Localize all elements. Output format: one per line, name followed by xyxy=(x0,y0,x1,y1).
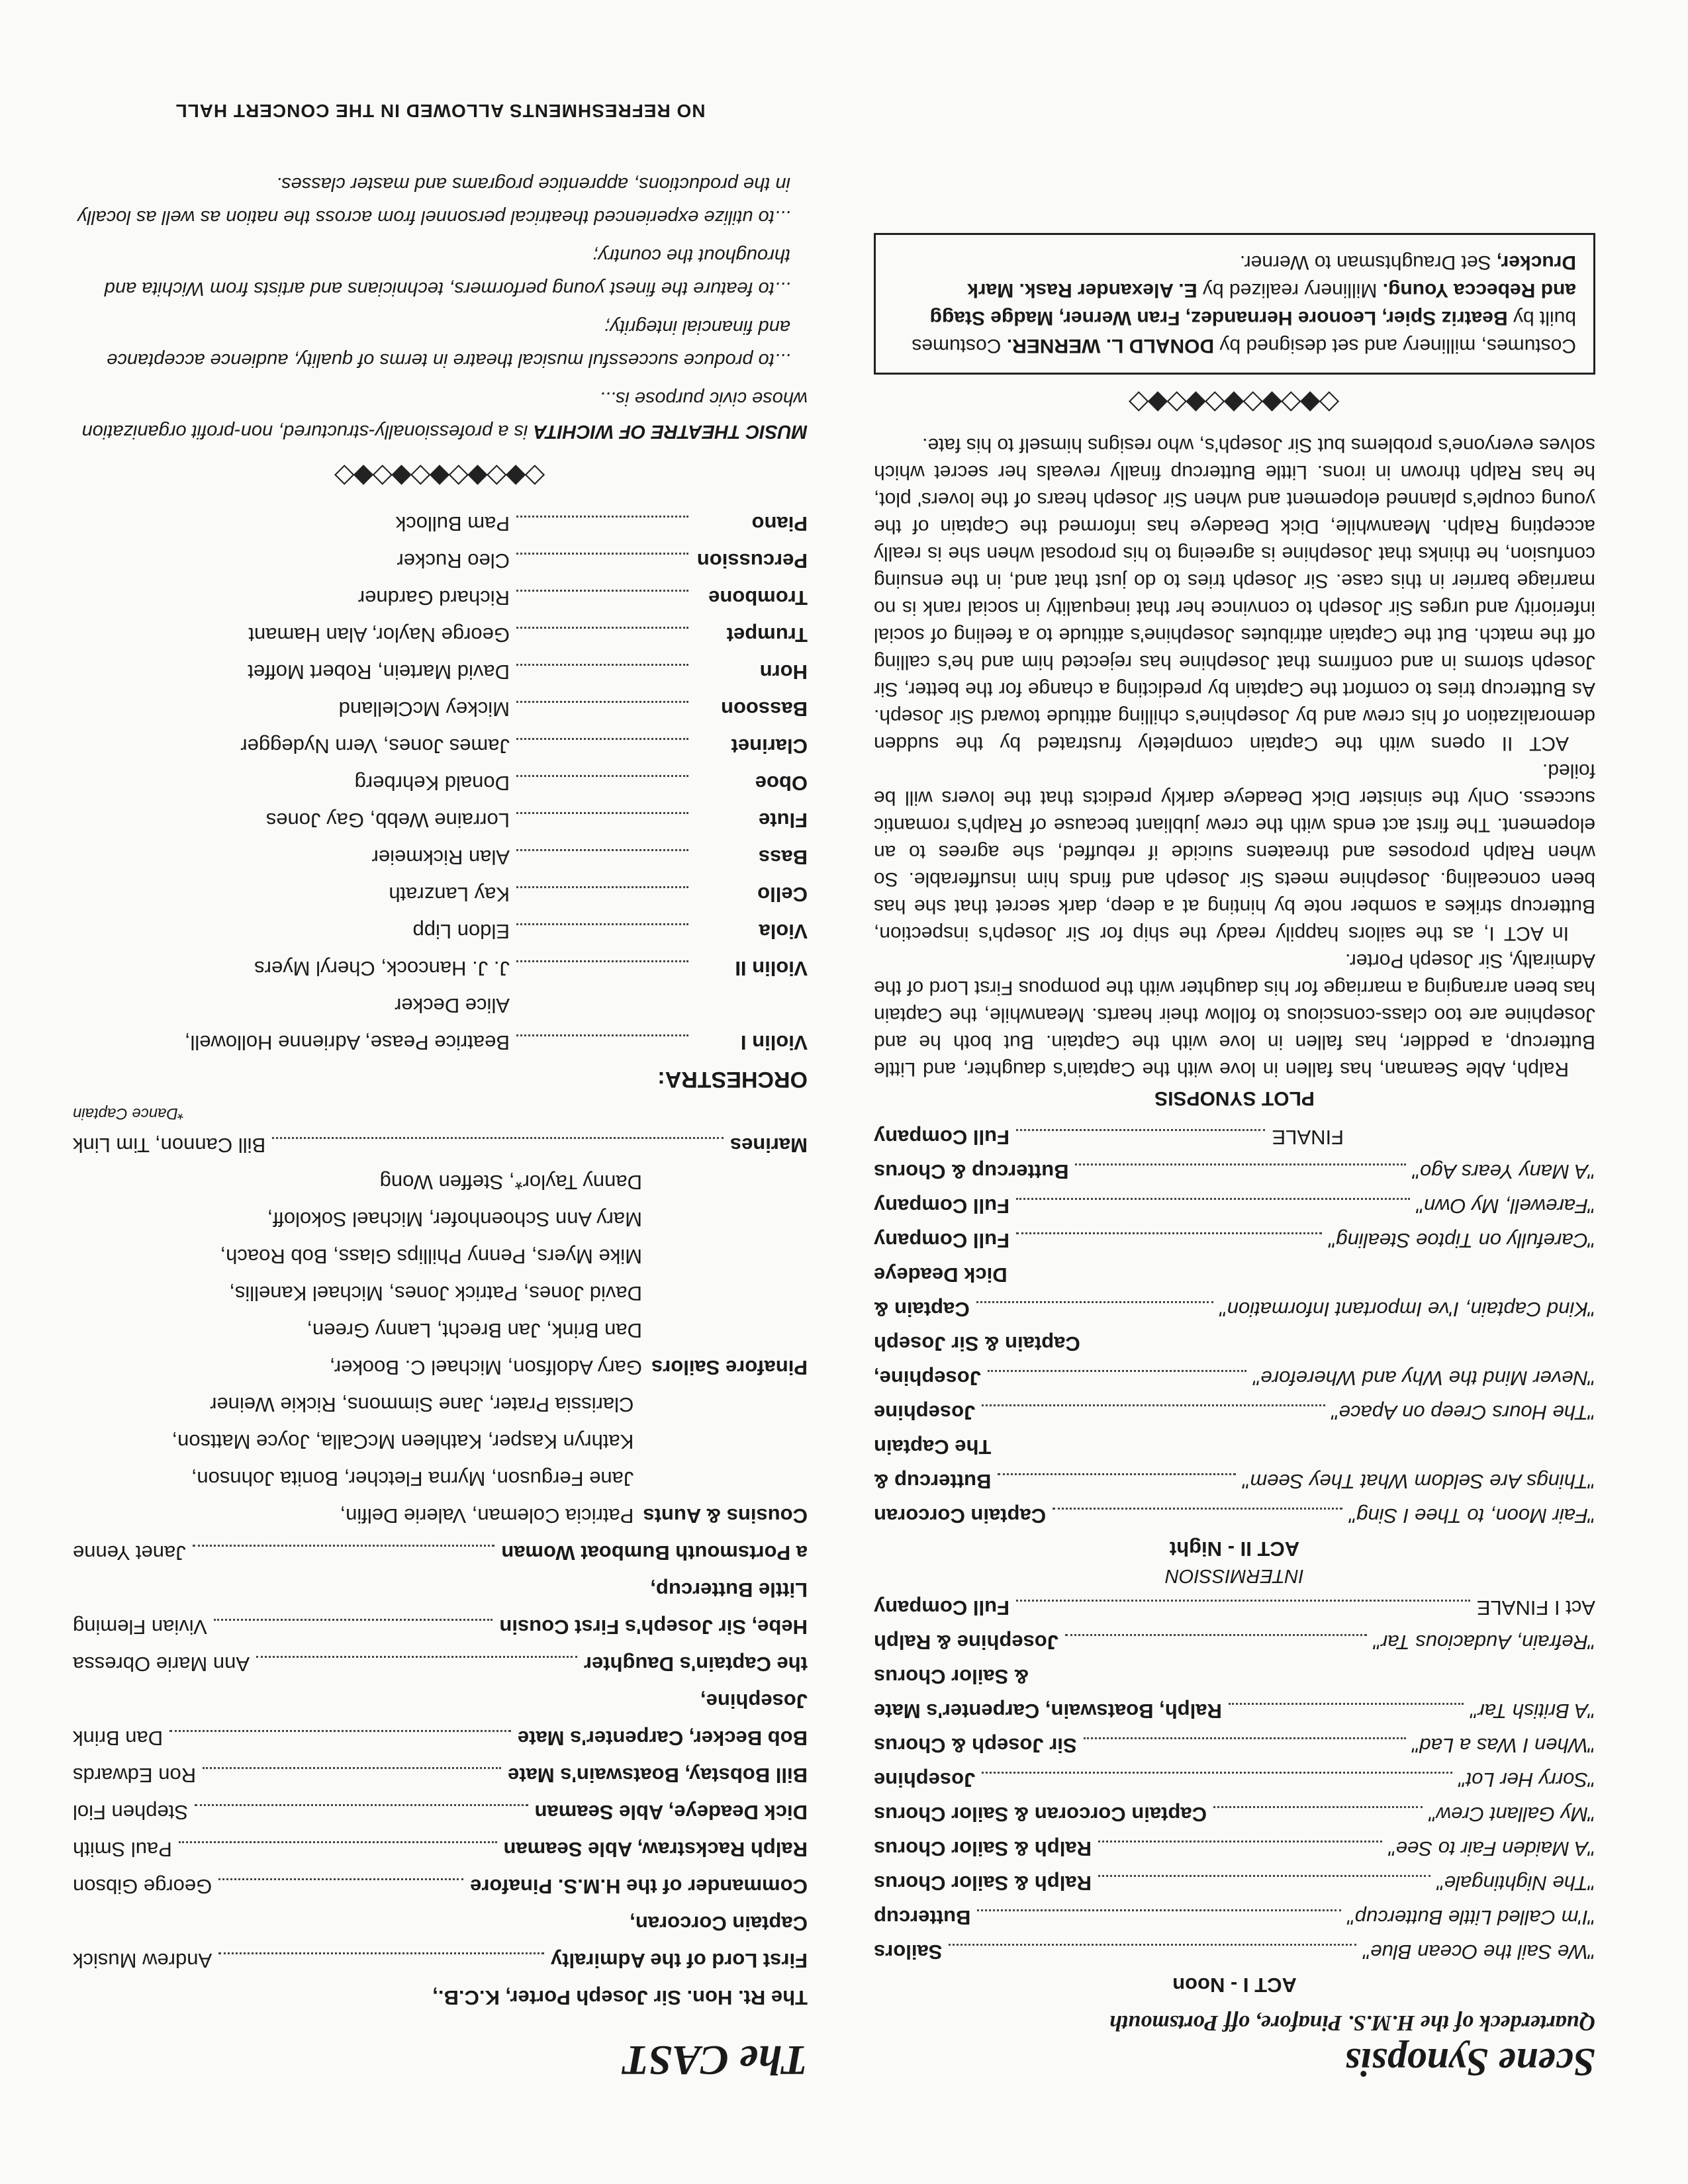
cast-row xyxy=(73,1831,808,1868)
song-performer: Full Company xyxy=(874,1195,1009,1218)
orchestra-row xyxy=(73,727,808,764)
leader-dots xyxy=(516,1034,688,1061)
cast-cousins xyxy=(73,1386,808,1534)
cast-role-line: Little Buttercup, xyxy=(650,1578,808,1602)
cast-role-line: Captain Corcoran, xyxy=(630,1912,808,1935)
song-performer: Captain Corcoran xyxy=(874,1504,1047,1527)
cast-role: First Lord of the Admiralty xyxy=(550,1949,808,1972)
instrument: Piano xyxy=(751,512,808,535)
mission-title: MUSIC THEATRE OF WICHITA xyxy=(533,421,808,442)
leader-dots xyxy=(1229,1703,1464,1728)
cast-list xyxy=(73,1534,808,2016)
orchestra-row xyxy=(73,690,808,727)
song-performer: Sailors xyxy=(874,1940,943,1964)
leader-dots xyxy=(976,1301,1213,1326)
mission-statement xyxy=(73,167,808,448)
song-performer: Josephine xyxy=(874,1401,976,1424)
plot-paragraph: ACT II opens with the Captain completely frustrated by the sudden demoralization of his crew and by Josephine's chilling attitude toward Sir Joseph. As Buttercup tries to comfort the Captain by predicting a change for the better, Sir Joseph storms in and confirms that Josephine has rejected him and he's calling off the match. But the Captain attributes Josephine's attitude to a feeling of social inferiority and urges Sir Joseph to convince her that inequality in social rank is no marriage barrier in this case. Sir Joseph tries to do just that and, in the ensuing confusion, he thinks that Josephine is agreeing to his proposal when she is really accepting Ralph. Meanwhile, Dick Deadeye has informed the Captain of the young couple's planned elopement and when Sir Joseph hears of the lovers' plot, he has Ralph thrown in irons. Little Buttercup finally reveals her secret which solves everyone's problems but Sir Joseph's, who resigns himself to his fate. xyxy=(874,434,1595,754)
song-row xyxy=(874,1361,1595,1395)
cast-actor: George Gibson xyxy=(73,1875,212,1898)
instrument: Violin II xyxy=(735,957,808,980)
instrument: Viola xyxy=(759,920,808,943)
leader-dots xyxy=(982,1772,1452,1797)
song-row xyxy=(874,1831,1595,1866)
cast-role-line: Josephine, xyxy=(700,1690,808,1713)
song-title: "My Gallant Crew" xyxy=(1429,1803,1595,1826)
leader-dots xyxy=(516,738,688,764)
instrument: Oboe xyxy=(755,772,808,795)
cast-actor-line: Gary Adolfson, Michael C. Booker, xyxy=(329,1356,642,1379)
song-performer: Josephine & Ralph xyxy=(874,1631,1059,1654)
cast-actor: Ann Marie Obressa xyxy=(73,1653,250,1676)
leader-dots xyxy=(516,960,688,987)
players: David Martein, Robert Moffet xyxy=(248,660,510,684)
plot-synopsis-heading: PLOT SYNOPSIS xyxy=(1154,1087,1315,1109)
cast-actor-line: Jane Ferguson, Myrna Fletcher, Bonita Johnson, xyxy=(191,1467,634,1490)
mission-point: ...to utilize experienced theatrical personnel from across the nation as well as locally in the productions, apprentice programs and master classes. xyxy=(77,173,790,228)
leader-dots xyxy=(1016,1600,1470,1625)
orchestra-row xyxy=(73,616,808,653)
cast-role: Marines xyxy=(729,1134,808,1157)
song-title: "Fair Moon, to Thee I Sing" xyxy=(1349,1504,1595,1527)
leader-dots xyxy=(516,516,688,542)
leader-dots xyxy=(1098,1875,1430,1900)
cast-actor-line: Mike Myers, Penny Phillips Glass, Bob Roach, xyxy=(220,1245,642,1268)
cast-row xyxy=(73,1719,808,1756)
plot-paragraph: Ralph, Able Seaman, has fallen in love with the Captain's daughter, and Little Buttercup, a peddler, has fallen in love with the Captain. But both he and Josephine are too class-conscious to follow their hearts. Meanwhile, the Captain has been arranging a marriage for his daughter with the pompous First Lord of the Admiralty, Sir Joseph Porter. xyxy=(874,950,1595,1080)
song-performer-continued: Captain & Sir Joseph xyxy=(874,1332,1080,1355)
cast-actor: Bill Cannon, Tim Link xyxy=(73,1134,266,1157)
song-title: "Carefully on Tiptoe Stealing" xyxy=(1329,1229,1595,1252)
orchestra-row xyxy=(73,1024,808,1061)
dance-captain-note: *Dance Captain xyxy=(73,1105,185,1122)
instrument: Trumpet xyxy=(726,623,808,647)
players: Eldon Lipp xyxy=(412,920,510,943)
leader-dots xyxy=(998,1473,1236,1498)
plot-synopsis-text xyxy=(874,432,1595,1083)
players: Kay Lanzrath xyxy=(389,883,510,906)
cast-actor: Paul Smith xyxy=(73,1838,172,1861)
song-performer: Josephine xyxy=(874,1768,976,1792)
mission-point: ...to produce successful musical theatre in terms of quality, audience acceptance and financial integrity; xyxy=(107,316,790,371)
cast-actor: Ron Edwards xyxy=(73,1764,197,1787)
synopsis-title: Scene Synopsis xyxy=(1344,2040,1595,2084)
instrument: Cello xyxy=(757,883,808,906)
leader-dots xyxy=(988,1370,1247,1395)
orchestra-list xyxy=(73,505,808,1061)
cast-sailors xyxy=(73,1163,808,1386)
costume-designer: DONALD L. WERNER. xyxy=(1006,335,1215,357)
cast-role: Commander of the H.M.S. Pinafore xyxy=(470,1875,808,1898)
leader-dots xyxy=(1016,1129,1266,1154)
mission-point: ...to feature the finest young performers, technicians and artists from Wichita and throughout the country; xyxy=(104,245,790,299)
draughtsman: Set Draughtsman to Werner. xyxy=(1239,251,1491,273)
orchestra-row xyxy=(73,950,808,987)
orchestra-row xyxy=(73,764,808,801)
costume-lead: Costumes, millinery and set designed by xyxy=(1219,335,1576,357)
song-performer: Buttercup & Chorus xyxy=(874,1160,1069,1183)
leader-dots xyxy=(1098,1841,1382,1866)
ornament-divider: ◇◆◇◆◇◆◇◆◇◆◇ xyxy=(1129,388,1340,418)
players: Mickey McClelland xyxy=(338,698,510,721)
leader-dots xyxy=(203,1767,501,1794)
leader-dots xyxy=(214,1619,493,1645)
orchestra-row xyxy=(73,801,808,839)
act2-finale xyxy=(874,1120,1595,1154)
song-title: "We Sail the Ocean Blue" xyxy=(1363,1940,1595,1964)
orchestra-row xyxy=(73,839,808,876)
cast-actor-list xyxy=(73,1386,633,1534)
cast-row xyxy=(73,1534,808,1571)
song-title: "Refrain, Audacious Tar" xyxy=(1373,1631,1595,1654)
plot-paragraph: In ACT I, as the sailors happily ready the ship for Sir Joseph's inspection, Buttercup strikes a somber note by hinting at a deep, dark secret that she has been concealing. Josephine meets Sir Joseph and finds him insufferable. So when Ralph proposes and threatens suicide if rebuffed, she agrees to an elopement. The first act ends with the crew jubliant because of Ralph's romantic success. Only the sinister Dick Deadeye darkly predicts that the lovers will be foiled. xyxy=(874,760,1595,944)
leader-dots xyxy=(1053,1508,1342,1533)
leader-dots xyxy=(982,1404,1325,1430)
leader-dots xyxy=(169,1730,511,1756)
leader-dots xyxy=(218,1952,544,1979)
cast-actor-list xyxy=(73,1163,642,1386)
players: Lorraine Webb, Gay Jones xyxy=(265,809,510,832)
act1-song-list xyxy=(874,1625,1595,1969)
instrument: Percussion xyxy=(696,549,808,572)
song-row xyxy=(874,1762,1595,1797)
players: George Naylor, Alan Hamant xyxy=(248,623,510,647)
song-performer: Sir Joseph & Chorus xyxy=(874,1734,1077,1757)
song-row xyxy=(874,1464,1595,1498)
millinery-by: E. Alexander Rask. Mark Drucker, xyxy=(967,251,1576,301)
leader-dots xyxy=(272,1137,724,1163)
cast-role: the Captain's Daughter xyxy=(583,1653,808,1676)
cast-row xyxy=(73,1868,808,1905)
players-continued: Alice Decker xyxy=(395,994,510,1017)
act1-finale xyxy=(874,1590,1595,1625)
song-row xyxy=(874,1223,1595,1257)
leader-dots xyxy=(516,590,688,616)
instrument: Horn xyxy=(759,660,808,684)
cast-column xyxy=(73,100,808,2085)
leader-dots xyxy=(516,886,688,913)
act2-heading: ACT II - Night xyxy=(1169,1537,1300,1561)
leader-dots xyxy=(516,664,688,690)
leader-dots xyxy=(516,701,688,727)
cast-role: a Portsmouth Bumboat Woman xyxy=(501,1541,808,1565)
leader-dots xyxy=(195,1804,528,1831)
leader-dots xyxy=(516,812,688,839)
act2-finale-performer: Full Company xyxy=(874,1126,1009,1149)
leader-dots xyxy=(516,553,688,579)
song-performer: Ralph & Sailor Chorus xyxy=(874,1872,1092,1895)
costume-built-lead: Costumes built by xyxy=(912,307,1576,357)
song-performer: Ralph & Sailor Chorus xyxy=(874,1837,1092,1860)
costume-builders: Beatriz Spier, Leonore Hernandez, Fran Werner, Madge Stagg and Rebecca Young. xyxy=(929,279,1576,329)
instrument: Clarinet xyxy=(731,735,808,758)
song-title: "Things Are Seldom What They Seem" xyxy=(1243,1470,1595,1493)
cast-actor: Vivian Fleming xyxy=(73,1615,207,1639)
song-performer: Ralph, Boatswain, Carpenter's Mate xyxy=(874,1700,1222,1723)
no-refreshments-notice: NO REFRESHMENTS ALLOWED IN THE CONCERT HALL xyxy=(175,101,706,121)
instrument: Violin I xyxy=(740,1031,808,1054)
cast-role: Dick Deadeye, Able Seaman xyxy=(534,1801,808,1824)
leader-dots xyxy=(1016,1232,1322,1257)
cast-actor: Stephen Fiol xyxy=(73,1801,189,1824)
players: Richard Gardner xyxy=(357,586,510,610)
cast-role: Bill Bobstay, Boatswain's Mate xyxy=(508,1764,808,1787)
cast-actor-line: Patricia Coleman, Valerie Delfin, xyxy=(340,1504,634,1527)
song-title: "The Nightingale" xyxy=(1436,1872,1595,1895)
song-performer-continued: Dick Deadeye xyxy=(874,1263,1008,1287)
orchestra-row xyxy=(73,913,808,950)
players: J. J. Hancock, Cheryl Myers xyxy=(254,957,510,980)
millinery-lead: Millinery realized by xyxy=(1202,279,1378,301)
cast-row xyxy=(73,1942,808,1979)
act1-heading: ACT I - Noon xyxy=(1172,1974,1297,1997)
orchestra-row xyxy=(73,876,808,913)
song-title: "I'm Called Little Buttercup" xyxy=(1347,1906,1595,1929)
leader-dots xyxy=(1084,1737,1406,1762)
leader-dots xyxy=(1065,1634,1367,1659)
players: Alan Rickmeier xyxy=(371,846,510,869)
synopsis-column xyxy=(874,233,1595,2085)
song-row xyxy=(874,1694,1595,1728)
cast-role: Bob Becker, Carpenter's Mate xyxy=(517,1727,808,1750)
act2-song-list xyxy=(874,1154,1595,1533)
song-title: "Sorry Her Lot" xyxy=(1458,1768,1595,1792)
cast-actor-line: David Jones, Patrick Jones, Michael Kanellis, xyxy=(229,1282,642,1305)
song-performer: Josephine, xyxy=(874,1367,981,1390)
leader-dots xyxy=(218,1878,463,1905)
leader-dots xyxy=(256,1656,577,1682)
song-row xyxy=(874,1866,1595,1900)
mission-points xyxy=(73,167,808,377)
song-performer: Buttercup xyxy=(874,1906,971,1929)
song-row xyxy=(874,1292,1595,1326)
players: Donald Kehrberg xyxy=(354,772,510,795)
cast-role-line: The Rt. Hon. Sir Joseph Porter, K.C.B., xyxy=(432,1986,808,2009)
cast-row xyxy=(73,1756,808,1794)
act2-finale-title: FINALE xyxy=(1272,1126,1344,1149)
song-title: "Never Mind the Why and Wherefore" xyxy=(1253,1367,1595,1390)
orchestra-row xyxy=(73,542,808,579)
cast-actor: Janet Yenne xyxy=(73,1541,186,1565)
cast-role: Pinafore Sailors xyxy=(651,1356,808,1379)
leader-dots xyxy=(516,775,688,801)
leader-dots xyxy=(516,923,688,950)
song-row xyxy=(874,1900,1595,1934)
instrument: Trombone xyxy=(708,586,808,610)
players: Pam Bullock xyxy=(395,512,510,535)
instrument: Bass xyxy=(758,846,808,869)
song-title: "The Hours Creep on Apace" xyxy=(1331,1401,1595,1424)
cast-actor-line: Mary Ann Schoenhofer, Michael Sokoloff, xyxy=(267,1208,642,1231)
orchestra-row xyxy=(73,579,808,616)
song-row xyxy=(874,1797,1595,1831)
cast-actor-line: Dan Brink, Jan Brecht, Lanny Green, xyxy=(306,1319,642,1342)
players: James Jones, Vern Nydegger xyxy=(240,735,510,758)
costume-credits-box xyxy=(874,233,1595,375)
players: Beatrice Pease, Adrienne Hollowell, xyxy=(184,1031,510,1054)
cast-role: Cousins & Aunts xyxy=(643,1504,808,1527)
players: Cleo Rucker xyxy=(397,549,510,572)
leader-dots xyxy=(179,1841,497,1868)
leader-dots xyxy=(193,1545,495,1571)
song-row xyxy=(874,1934,1595,1969)
song-row xyxy=(874,1189,1595,1223)
song-title: "A Many Years Ago" xyxy=(1413,1160,1595,1183)
cast-actor: Dan Brink xyxy=(73,1727,164,1750)
cast-marines xyxy=(73,1126,808,1163)
leader-dots xyxy=(1016,1198,1410,1223)
song-title: "A British Tar" xyxy=(1470,1700,1595,1723)
cast-role: Hebe, Sir Joseph's First Cousin xyxy=(499,1615,808,1639)
leader-dots xyxy=(949,1944,1356,1969)
song-row xyxy=(874,1625,1595,1659)
song-performer-continued: The Captain xyxy=(874,1435,992,1459)
act1-finale-performer: Full Company xyxy=(874,1596,1009,1619)
song-row xyxy=(874,1395,1595,1430)
cast-title: The CAST xyxy=(622,2037,808,2084)
song-performer-continued: & Sailor Chorus xyxy=(874,1665,1029,1688)
song-title: "Kind Captain, I've Important Information" xyxy=(1219,1298,1595,1321)
cast-actor-line: Danny Taylor*, Steffen Wong xyxy=(379,1171,642,1194)
song-performer: Captain Corcoran & Sailor Chorus xyxy=(874,1803,1207,1826)
mission-intro: is a professionally-structured, non-profit organization whose civic purpose is... xyxy=(81,388,808,442)
song-performer: Captain & xyxy=(874,1298,970,1321)
cast-role: Ralph Rackstraw, Able Seaman xyxy=(503,1838,808,1861)
leader-dots xyxy=(1076,1163,1407,1189)
song-row xyxy=(874,1154,1595,1189)
cast-actor: Andrew Musick xyxy=(73,1949,212,1972)
song-title: "When I Was a Lad" xyxy=(1412,1734,1595,1757)
song-row xyxy=(874,1728,1595,1762)
leader-dots xyxy=(516,627,688,653)
song-row xyxy=(874,1498,1595,1533)
cast-row xyxy=(73,1645,808,1682)
song-title: "A Maiden Fair to See" xyxy=(1388,1837,1595,1860)
song-performer: Full Company xyxy=(874,1229,1009,1252)
cast-actor-line: Kathryn Kasper, Kathleen McCalla, Joyce Mattson, xyxy=(171,1430,634,1453)
leader-dots xyxy=(1213,1806,1423,1831)
act1-finale-title: Act I FINALE xyxy=(1476,1596,1595,1619)
leader-dots xyxy=(977,1909,1340,1934)
song-title: "Farewell, My Own" xyxy=(1416,1195,1595,1218)
ornament-divider: ◇◆◇◆◇◆◇◆◇◆◇ xyxy=(335,462,545,491)
leader-dots xyxy=(516,849,688,876)
orchestra-row xyxy=(73,505,808,542)
instrument: Bassoon xyxy=(721,698,808,721)
orchestra-title: ORCHESTRA: xyxy=(657,1067,808,1092)
instrument: Flute xyxy=(758,809,808,832)
intermission-label: INTERMISSION xyxy=(1165,1565,1304,1586)
synopsis-subtitle: Quarterdeck of the H.M.S. Pinafore, off Portsmouth xyxy=(1109,2011,1595,2035)
song-performer: Buttercup & xyxy=(874,1470,992,1493)
cast-actor-line: Clarissia Prater, Jane Simmons, Rickie Weiner xyxy=(210,1393,634,1416)
orchestra-row xyxy=(73,653,808,690)
cast-row xyxy=(73,1794,808,1831)
cast-row xyxy=(73,1608,808,1645)
